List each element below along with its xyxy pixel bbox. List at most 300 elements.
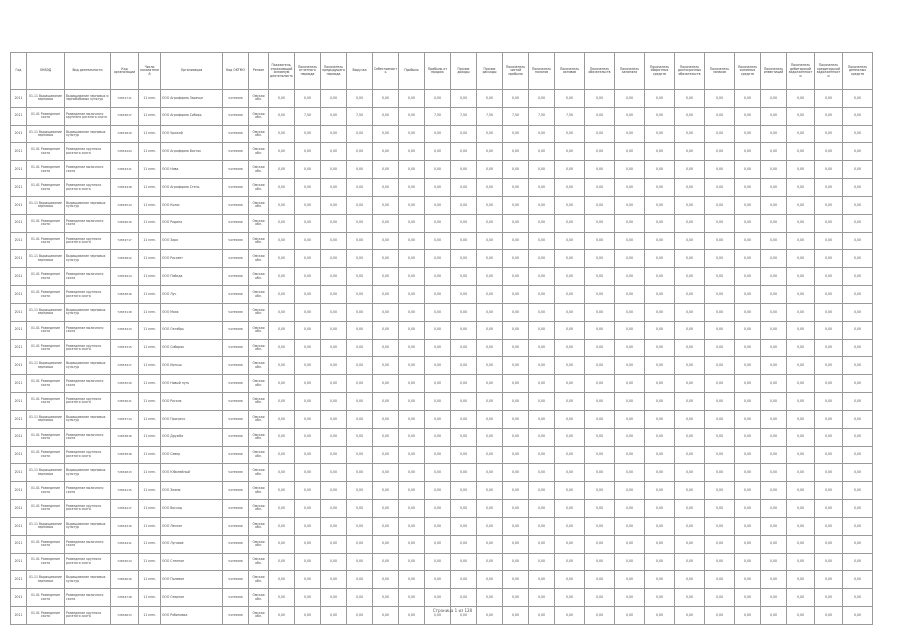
table-cell: 0,00 <box>321 571 347 589</box>
table-cell: 0,00 <box>477 321 503 339</box>
column-header: Показатель активов <box>555 53 585 90</box>
table-cell: 0,00 <box>675 90 705 108</box>
table-cell: 0,00 <box>615 286 645 304</box>
table-cell: 0,00 <box>555 517 585 535</box>
table-cell: 0,00 <box>615 393 645 411</box>
table-cell: 7,50 <box>503 107 529 125</box>
table-cell: 0,00 <box>451 553 477 571</box>
table-cell: 0,00 <box>451 303 477 321</box>
table-cell: 0,00 <box>735 321 761 339</box>
table-cell: 2011 <box>11 250 27 268</box>
table-cell: 0,00 <box>529 179 555 197</box>
table-cell: Выращивание зерновых культур <box>65 357 111 375</box>
table-cell: 0,00 <box>399 500 425 518</box>
table-cell: 54705000 <box>223 607 249 625</box>
table-cell: 0,00 <box>675 125 705 143</box>
table-row <box>11 286 873 304</box>
column-header: Число показателей <box>139 53 161 90</box>
table-cell: 0,00 <box>347 410 373 428</box>
table-cell: Выращивание зерновых культур <box>65 410 111 428</box>
table-cell: ООО Степное <box>161 553 223 571</box>
table-cell: 0,00 <box>675 232 705 250</box>
table-cell: 0,00 <box>477 535 503 553</box>
table-cell: 0,00 <box>503 339 529 357</box>
table-cell: 0,00 <box>705 517 735 535</box>
column-header: Прочие доходы <box>451 53 477 90</box>
table-cell: 72031711 <box>111 90 139 108</box>
table-cell: 0,00 <box>645 286 675 304</box>
table-cell: 01.11 Выращивание зерновых <box>27 571 65 589</box>
table-cell: Выращивание зерновых культур <box>65 464 111 482</box>
table-cell: 0,00 <box>425 303 451 321</box>
table-cell: 01.41 Разведение скота <box>27 482 65 500</box>
table-cell: 2011 <box>11 268 27 286</box>
table-cell: 0,00 <box>295 286 321 304</box>
table-cell: 01.11 Выращивание зерновых <box>27 303 65 321</box>
table-cell: 0,00 <box>529 339 555 357</box>
table-cell: 0,00 <box>295 90 321 108</box>
table-cell: 72034115 <box>111 482 139 500</box>
table-cell: 01.41 Разведение скота <box>27 428 65 446</box>
table-cell: 0,00 <box>451 339 477 357</box>
table-cell: 0,00 <box>503 482 529 500</box>
table-row <box>11 179 873 197</box>
column-header: Показатель кредиторской задолженности <box>815 53 843 90</box>
table-cell: 0,00 <box>295 500 321 518</box>
table-cell: Омская обл. <box>249 143 269 161</box>
table-cell: 0,00 <box>761 196 787 214</box>
table-cell: 0,00 <box>735 90 761 108</box>
table-cell: 0,00 <box>347 393 373 411</box>
table-cell: 0,00 <box>295 482 321 500</box>
table-cell: 54705000 <box>223 286 249 304</box>
table-cell: 0,00 <box>705 535 735 553</box>
table-cell: Разведение молочного скота <box>65 214 111 232</box>
table-cell: 0,00 <box>503 286 529 304</box>
table-cell: 0,00 <box>347 303 373 321</box>
table-cell: 0,00 <box>425 196 451 214</box>
table-cell: 0,00 <box>529 161 555 179</box>
table-cell: 54705000 <box>223 393 249 411</box>
table-cell: 0,00 <box>615 268 645 286</box>
table-cell: 0,00 <box>373 571 399 589</box>
table-cell: 0,00 <box>295 410 321 428</box>
table-cell: ООО Колос <box>161 196 223 214</box>
table-cell: 0,00 <box>503 125 529 143</box>
table-cell: 0,00 <box>787 607 815 625</box>
table-cell: 0,00 <box>843 107 873 125</box>
table-cell: Омская обл. <box>249 357 269 375</box>
table-cell: 0,00 <box>705 268 735 286</box>
table-cell: 0,00 <box>269 464 295 482</box>
table-cell: 0,00 <box>451 535 477 553</box>
table-cell: 0,00 <box>321 250 347 268</box>
table-cell: 0,00 <box>761 553 787 571</box>
table-cell: 0,00 <box>761 410 787 428</box>
column-header: Показатель инвестиций <box>761 53 787 90</box>
table-cell: 0,00 <box>705 232 735 250</box>
table-cell: 72033714 <box>111 410 139 428</box>
table-cell: 0,00 <box>705 286 735 304</box>
table-cell: 0,00 <box>675 161 705 179</box>
table-cell: Омская обл. <box>249 303 269 321</box>
table-cell: 0,00 <box>555 393 585 411</box>
table-cell: 0,00 <box>295 321 321 339</box>
table-cell: 0,00 <box>615 553 645 571</box>
table-cell: 01.11 Выращивание зерновых <box>27 196 65 214</box>
table-cell: 0,00 <box>555 500 585 518</box>
table-cell: ООО Восход <box>161 500 223 518</box>
table-cell: 0,00 <box>269 179 295 197</box>
table-cell: 0,00 <box>843 553 873 571</box>
table-cell: ООО Новый путь <box>161 375 223 393</box>
table-cell: 7,50 <box>477 107 503 125</box>
table-cell: 11 млн. <box>139 196 161 214</box>
table-cell: 0,00 <box>425 179 451 197</box>
table-cell: 0,00 <box>425 446 451 464</box>
table-cell: 0,00 <box>373 393 399 411</box>
table-cell: 0,00 <box>735 161 761 179</box>
table-cell: 0,00 <box>425 125 451 143</box>
table-cell: ООО Луч <box>161 286 223 304</box>
table-cell: 0,00 <box>585 571 615 589</box>
table-cell: 0,00 <box>321 196 347 214</box>
table-cell: 0,00 <box>735 107 761 125</box>
table-cell: 0,00 <box>843 482 873 500</box>
table-cell: 0,00 <box>503 196 529 214</box>
table-cell: 54705000 <box>223 464 249 482</box>
table-cell: 2011 <box>11 196 27 214</box>
table-cell: Разведение молочного скота <box>65 535 111 553</box>
table-cell: 11 млн. <box>139 286 161 304</box>
table-cell: 0,00 <box>645 607 675 625</box>
table-cell: 0,00 <box>399 535 425 553</box>
table-cell: 0,00 <box>787 321 815 339</box>
table-cell: 0,00 <box>321 410 347 428</box>
table-cell: 72033315 <box>111 339 139 357</box>
table-cell: 0,00 <box>503 446 529 464</box>
column-header: Код ОКТМО <box>223 53 249 90</box>
table-cell: ООО Юбилейный <box>161 464 223 482</box>
table-cell: 0,00 <box>295 357 321 375</box>
table-cell: 0,00 <box>503 232 529 250</box>
table-cell: 0,00 <box>477 250 503 268</box>
table-cell: 0,00 <box>321 553 347 571</box>
table-cell: 0,00 <box>477 268 503 286</box>
table-cell: 0,00 <box>269 214 295 232</box>
table-cell: 0,00 <box>761 500 787 518</box>
column-header: Показатель, отражающий основную деятельность <box>269 53 295 90</box>
table-cell: 0,00 <box>787 464 815 482</box>
table-cell: 0,00 <box>843 446 873 464</box>
table-cell: 0,00 <box>425 375 451 393</box>
table-cell: 0,00 <box>615 250 645 268</box>
table-cell: 0,00 <box>645 90 675 108</box>
table-cell: 0,00 <box>585 303 615 321</box>
table-cell: 0,00 <box>675 196 705 214</box>
table-cell: ООО Победа <box>161 268 223 286</box>
table-cell: 0,00 <box>477 607 503 625</box>
table-cell: 0,00 <box>295 179 321 197</box>
table-cell: 0,00 <box>321 357 347 375</box>
table-cell: 0,00 <box>373 535 399 553</box>
column-header: Прибыль от продаж <box>425 53 451 90</box>
table-cell: 0,00 <box>373 107 399 125</box>
table-cell: 0,00 <box>675 357 705 375</box>
table-cell: 0,00 <box>843 464 873 482</box>
table-cell: 0,00 <box>373 517 399 535</box>
table-cell: 0,00 <box>555 446 585 464</box>
table-cell: 0,00 <box>451 428 477 446</box>
table-cell: 0,00 <box>477 393 503 411</box>
table-cell: 0,00 <box>373 446 399 464</box>
table-cell: 0,00 <box>645 482 675 500</box>
table-cell: 7,50 <box>555 107 585 125</box>
table-cell: 0,00 <box>477 517 503 535</box>
table-cell: 7,50 <box>295 107 321 125</box>
table-cell: 54705000 <box>223 482 249 500</box>
table-cell: 0,00 <box>347 143 373 161</box>
table-cell: Выращивание зерновых культур <box>65 517 111 535</box>
table-cell: Омская обл. <box>249 196 269 214</box>
header-row <box>11 53 873 90</box>
table-cell: 0,00 <box>451 286 477 304</box>
table-cell: 01.41 Разведение скота <box>27 232 65 250</box>
table-cell: 72033918 <box>111 446 139 464</box>
table-cell: 0,00 <box>675 500 705 518</box>
table-cell: 0,00 <box>843 607 873 625</box>
column-header: Себестоимость <box>373 53 399 90</box>
table-cell: 0,00 <box>529 464 555 482</box>
table-cell: 0,00 <box>373 589 399 607</box>
table-cell: 54705000 <box>223 571 249 589</box>
table-cell: 0,00 <box>645 553 675 571</box>
table-cell: 11 млн. <box>139 517 161 535</box>
table-cell: 0,00 <box>787 250 815 268</box>
table-cell: 01.41 Разведение скота <box>27 553 65 571</box>
table-cell: 0,00 <box>451 446 477 464</box>
table-cell: 0,00 <box>555 268 585 286</box>
table-cell: 0,00 <box>675 482 705 500</box>
table-row <box>11 232 873 250</box>
table-cell: Омская обл. <box>249 500 269 518</box>
table-cell: ООО Заря <box>161 232 223 250</box>
table-cell: 0,00 <box>269 321 295 339</box>
table-cell: 0,00 <box>399 571 425 589</box>
table-cell: Омская обл. <box>249 535 269 553</box>
table-cell: 0,00 <box>555 232 585 250</box>
table-cell: 0,00 <box>347 321 373 339</box>
table-cell: 11 млн. <box>139 268 161 286</box>
table-cell: 0,00 <box>787 125 815 143</box>
table-cell: 11 млн. <box>139 214 161 232</box>
table-cell: 0,00 <box>555 286 585 304</box>
table-cell: 0,00 <box>615 125 645 143</box>
table-cell: 0,00 <box>815 500 843 518</box>
table-cell: 0,00 <box>787 446 815 464</box>
table-cell: 0,00 <box>295 143 321 161</box>
table-cell: 0,00 <box>269 410 295 428</box>
table-cell: 11 млн. <box>139 410 161 428</box>
table-cell: 72033213 <box>111 321 139 339</box>
table-cell: 0,00 <box>451 161 477 179</box>
table-cell: 0,00 <box>529 196 555 214</box>
table-cell: 0,00 <box>529 90 555 108</box>
table-cell: 0,00 <box>425 553 451 571</box>
page-footer: Страница 1 из 128 <box>432 608 473 613</box>
table-row <box>11 464 873 482</box>
table-cell: 0,00 <box>269 107 295 125</box>
table-cell: 0,00 <box>555 607 585 625</box>
table-cell: 0,00 <box>295 196 321 214</box>
table-cell: 0,00 <box>585 375 615 393</box>
table-cell: 0,00 <box>529 482 555 500</box>
table-cell: Омская обл. <box>249 607 269 625</box>
table-cell: 0,00 <box>815 375 843 393</box>
table-cell: Омская обл. <box>249 286 269 304</box>
table-cell: 0,00 <box>529 535 555 553</box>
table-cell: 0,00 <box>503 553 529 571</box>
table-cell: 01.11 Выращивание зерновых <box>27 250 65 268</box>
table-cell: 0,00 <box>555 464 585 482</box>
table-cell: 0,00 <box>503 517 529 535</box>
table-cell: 54705000 <box>223 161 249 179</box>
table-cell: 11 млн. <box>139 393 161 411</box>
table-cell: Омская обл. <box>249 232 269 250</box>
table-cell: 0,00 <box>503 393 529 411</box>
column-header: Показатель чистой прибыли <box>503 53 529 90</box>
table-cell: 0,00 <box>705 196 735 214</box>
table-cell: 0,00 <box>735 410 761 428</box>
table-cell: 0,00 <box>477 286 503 304</box>
table-cell: 0,00 <box>269 90 295 108</box>
table-cell: 0,00 <box>735 589 761 607</box>
table-cell: 0,00 <box>477 375 503 393</box>
table-cell: 01.41 Разведение скота <box>27 535 65 553</box>
table-cell: 0,00 <box>373 375 399 393</box>
table-cell: 2011 <box>11 464 27 482</box>
table-cell: 54705000 <box>223 90 249 108</box>
table-cell: 0,00 <box>555 375 585 393</box>
table-cell: 0,00 <box>503 375 529 393</box>
table-cell: 0,00 <box>503 428 529 446</box>
table-cell: Разведение крупного рогатого скота <box>65 232 111 250</box>
table-cell: 0,00 <box>615 357 645 375</box>
table-cell: Разведение крупного рогатого скота <box>65 446 111 464</box>
table-cell: 0,00 <box>269 428 295 446</box>
table-cell: 0,00 <box>675 375 705 393</box>
table-cell: 0,00 <box>815 357 843 375</box>
table-cell: 0,00 <box>555 250 585 268</box>
table-cell: 0,00 <box>787 339 815 357</box>
table-cell: 0,00 <box>503 214 529 232</box>
table-cell: 72033519 <box>111 375 139 393</box>
table-cell: 0,00 <box>451 464 477 482</box>
table-cell: 0,00 <box>269 286 295 304</box>
table-cell: 0,00 <box>425 250 451 268</box>
table-cell: Омская обл. <box>249 482 269 500</box>
table-cell: Омская обл. <box>249 410 269 428</box>
table-cell: 0,00 <box>615 500 645 518</box>
table-cell: Разведение крупного рогатого скота <box>65 286 111 304</box>
table-row <box>11 214 873 232</box>
table-cell: 0,00 <box>477 589 503 607</box>
table-cell: 0,00 <box>321 393 347 411</box>
table-cell: 0,00 <box>843 214 873 232</box>
table-cell: 01.41 Разведение скота <box>27 589 65 607</box>
table-cell: 01.11 Выращивание зерновых <box>27 410 65 428</box>
table-cell: 2011 <box>11 125 27 143</box>
table-cell: 0,00 <box>735 250 761 268</box>
table-cell: 0,00 <box>347 214 373 232</box>
table-cell: 0,00 <box>815 589 843 607</box>
table-cell: 0,00 <box>585 428 615 446</box>
table-cell: 11 млн. <box>139 161 161 179</box>
table-cell: 0,00 <box>399 464 425 482</box>
table-cell: 0,00 <box>321 607 347 625</box>
table-cell: 0,00 <box>321 143 347 161</box>
table-cell: 0,00 <box>477 214 503 232</box>
table-cell: 01.41 Разведение скота <box>27 107 65 125</box>
table-cell: 0,00 <box>451 250 477 268</box>
table-cell: 0,00 <box>529 125 555 143</box>
table-cell: 0,00 <box>451 125 477 143</box>
table-cell: 0,00 <box>503 179 529 197</box>
table-cell: 01.11 Выращивание зерновых <box>27 464 65 482</box>
table-cell: 0,00 <box>477 482 503 500</box>
table-cell: ООО Агрофирма Сибирь <box>161 107 223 125</box>
table-cell: 0,00 <box>347 250 373 268</box>
table-cell: 0,00 <box>787 517 815 535</box>
table-cell: 0,00 <box>295 268 321 286</box>
table-cell: 54705000 <box>223 321 249 339</box>
table-cell: 0,00 <box>321 482 347 500</box>
table-cell: 0,00 <box>295 428 321 446</box>
table-cell: ООО Прогресс <box>161 410 223 428</box>
table-cell: 0,00 <box>675 286 705 304</box>
table-cell: 0,00 <box>735 553 761 571</box>
table-cell: 0,00 <box>761 571 787 589</box>
table-cell: 0,00 <box>269 161 295 179</box>
table-cell: 0,00 <box>735 375 761 393</box>
table-cell: 0,00 <box>761 143 787 161</box>
table-cell: 0,00 <box>815 250 843 268</box>
table-row <box>11 410 873 428</box>
table-cell: ООО Полевое <box>161 571 223 589</box>
table-cell: 0,00 <box>503 607 529 625</box>
table-cell: 54705000 <box>223 125 249 143</box>
table-cell: Разведение крупного рогатого скота <box>65 393 111 411</box>
table-cell: 0,00 <box>555 196 585 214</box>
table-cell: Выращивание зерновых культур <box>65 303 111 321</box>
table-cell: 0,00 <box>843 268 873 286</box>
table-cell: ООО Лесное <box>161 517 223 535</box>
table-cell: 0,00 <box>347 607 373 625</box>
table-cell: 0,00 <box>347 196 373 214</box>
table-cell: 11 млн. <box>139 321 161 339</box>
table-cell: 2011 <box>11 339 27 357</box>
table-cell: 0,00 <box>399 161 425 179</box>
table-cell: 0,00 <box>585 357 615 375</box>
table-cell: 0,00 <box>675 250 705 268</box>
table-cell: 0,00 <box>347 553 373 571</box>
table-cell: 0,00 <box>555 428 585 446</box>
table-cell: 0,00 <box>735 179 761 197</box>
table-cell: 0,00 <box>503 464 529 482</box>
table-cell: 0,00 <box>451 179 477 197</box>
table-cell: 0,00 <box>735 268 761 286</box>
table-cell: 0,00 <box>615 107 645 125</box>
